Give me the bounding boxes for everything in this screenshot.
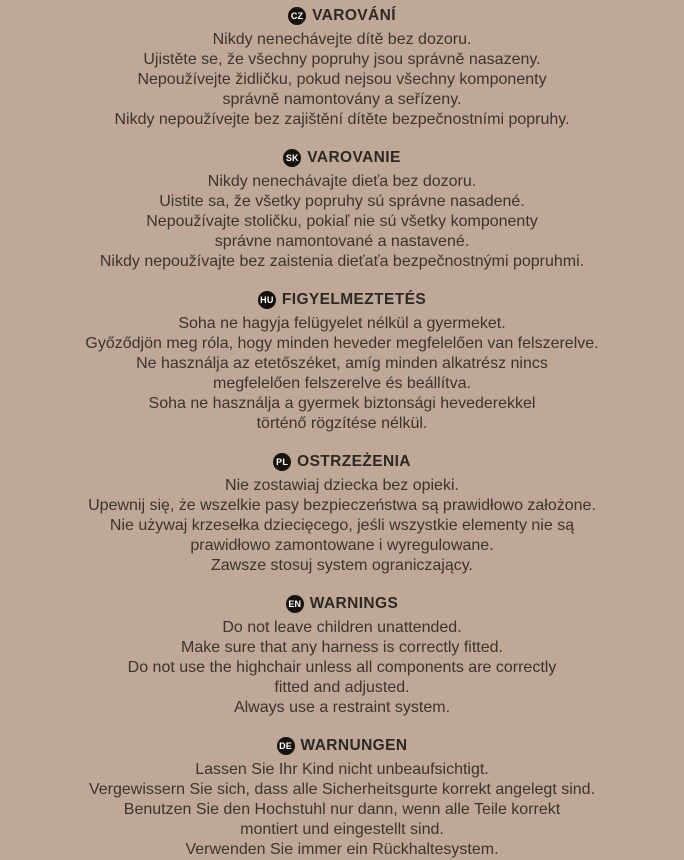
warning-line: Do not leave children unattended. xyxy=(222,619,462,636)
warning-section-cz xyxy=(0,6,684,130)
section-title-pl: OSTRZEŻENIA xyxy=(297,453,411,470)
warning-line: montiert und eingestellt sind. xyxy=(240,821,444,838)
language-badge-sk: SK xyxy=(283,149,301,167)
warning-line: fitted and adjusted. xyxy=(274,679,410,696)
section-title-sk: VAROVANIE xyxy=(307,149,401,166)
warning-line: Verwenden Sie immer ein Rückhaltesystem. xyxy=(185,841,499,858)
warning-line: Nepoužívejte židličku, pokud nejsou všechny komponenty xyxy=(137,71,547,88)
warning-section-hu xyxy=(0,290,684,434)
section-header-hu xyxy=(0,290,684,310)
warning-line: Benutzen Sie den Hochstuhl nur dann, wenn alle Teile korrekt xyxy=(123,801,561,818)
warning-line: Ne használja az etetőszéket, amíg minden alkatrész nincs xyxy=(136,355,548,372)
section-header-de xyxy=(0,736,684,756)
section-title-en: WARNINGS xyxy=(309,595,399,612)
section-header-en xyxy=(0,594,684,614)
warning-section-sk xyxy=(0,148,684,272)
warning-line: Nikdy nenechávejte dítě bez dozoru. xyxy=(212,31,472,48)
warning-section-en xyxy=(0,594,684,718)
warning-line: Always use a restraint system. xyxy=(233,699,451,716)
warning-line: Ujistěte se, že všechny popruhy jsou správně nasazeny. xyxy=(143,51,541,68)
language-badge-cz: CZ xyxy=(288,7,306,25)
warning-line: Do not use the highchair unless all components are correctly xyxy=(127,659,557,676)
warning-line: Győződjön meg róla, hogy minden heveder megfelelően van felszerelve. xyxy=(85,335,599,352)
warning-line: Nikdy nepoužívejte bez zajištění dítěte bezpečnostními popruhy. xyxy=(114,111,570,128)
warning-line: Nikdy nepoužívajte bez zaistenia dieťaťa bezpečnostnými popruhmi. xyxy=(99,253,585,270)
language-badge-pl: PL xyxy=(273,453,291,471)
warning-line: Zawsze stosuj system ograniczający. xyxy=(210,557,473,574)
warning-line: Nie zostawiaj dziecka bez opieki. xyxy=(225,477,459,494)
language-badge-en: EN xyxy=(286,595,304,613)
warning-line: történő rögzítése nélkül. xyxy=(256,415,428,432)
warning-line: Nikdy nenechávajte dieťa bez dozoru. xyxy=(207,173,477,190)
section-header-sk xyxy=(0,148,684,168)
warning-line: Soha ne használja a gyermek biztonsági hevederekkel xyxy=(148,395,536,412)
warning-line: správne namontované a nastavené. xyxy=(214,233,470,250)
language-badge-de: DE xyxy=(277,737,295,755)
warning-line: Upewnij się, że wszelkie pasy bezpieczeństwa są prawidłowo założone. xyxy=(88,497,596,514)
warning-section-pl xyxy=(0,452,684,576)
section-title-de: WARNUNGEN xyxy=(300,737,408,754)
warning-line: Lassen Sie Ihr Kind nicht unbeaufsichtigt. xyxy=(195,761,489,778)
warning-line: Soha ne hagyja felügyelet nélkül a gyermeket. xyxy=(178,315,506,332)
warning-line: správně namontovány a seřízeny. xyxy=(222,91,462,108)
warning-section-de xyxy=(0,736,684,860)
warning-line: Nepoužívajte stoličku, pokiaľ nie sú všetky komponenty xyxy=(146,213,538,230)
section-header-cz xyxy=(0,6,684,26)
section-header-pl xyxy=(0,452,684,472)
warning-line: Vergewissern Sie sich, dass alle Sicherheitsgurte korrekt angelegt sind. xyxy=(88,781,596,798)
warning-line: Nie używaj krzesełka dziecięcego, jeśli wszystkie elementy nie są xyxy=(109,517,575,534)
warning-line: megfelelően felszerelve és beállítva. xyxy=(213,375,471,392)
section-title-hu: FIGYELMEZTETÉS xyxy=(281,291,427,308)
language-badge-hu: HU xyxy=(258,291,276,309)
warning-line: prawidłowo zamontowane i wyregulowane. xyxy=(190,537,494,554)
warning-line: Uistite sa, že všetky popruhy sú správne nasadené. xyxy=(159,193,525,210)
section-title-cz: VAROVÁNÍ xyxy=(312,7,396,24)
warning-line: Make sure that any harness is correctly fitted. xyxy=(181,639,503,656)
